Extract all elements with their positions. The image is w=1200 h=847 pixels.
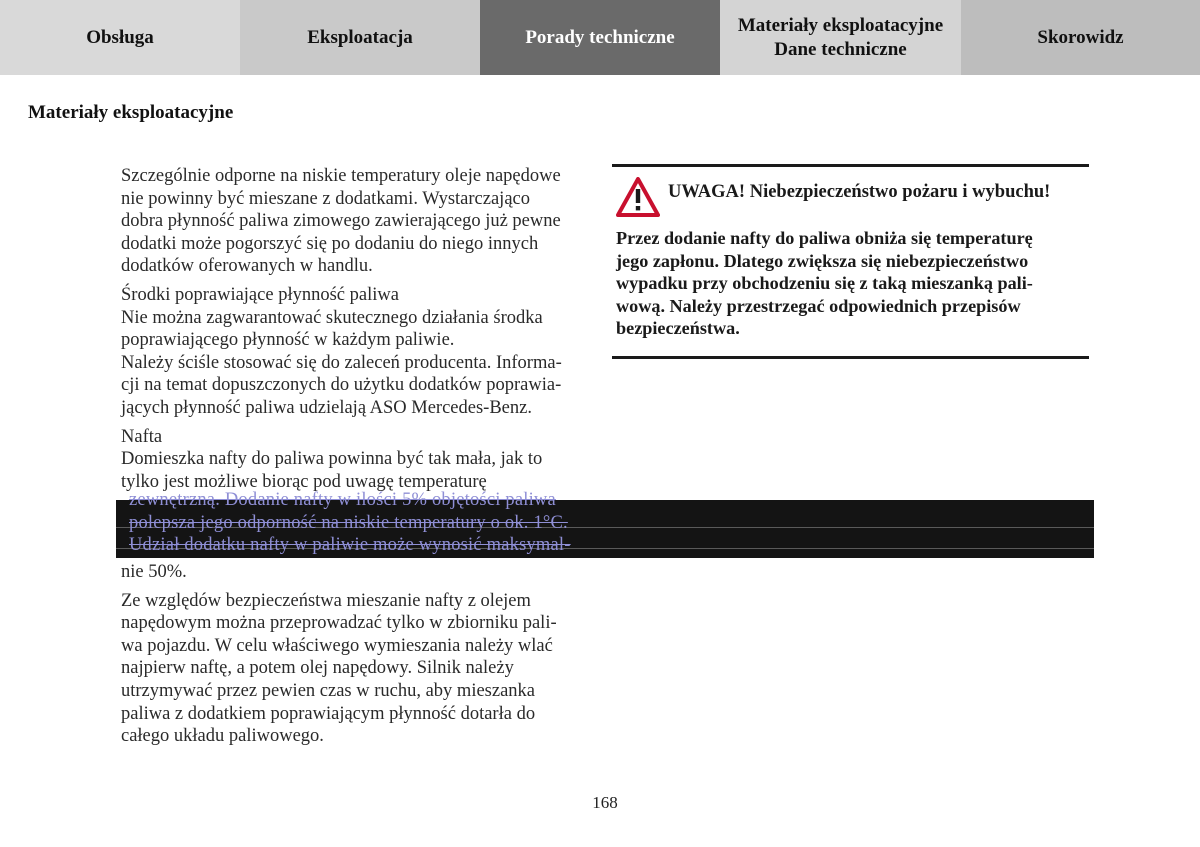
body-line: dodatków oferowanych w handlu.: [121, 256, 373, 277]
tab-eksploatacja[interactable]: [240, 0, 480, 75]
body-line: Domieszka nafty do paliwa powinna być tak mała, jak to: [121, 449, 543, 470]
warning-line: Przez dodanie nafty do paliwa obniża się temperaturę: [616, 228, 1033, 248]
body-line: dodatki może pogorszyć się po dodaniu do niego innych: [121, 233, 539, 254]
band-line: polepsza jego odporność na niskie temperatury o ok. 1°C.: [129, 512, 568, 533]
body-line: dobra płynność paliwa zimowego zawierającego już pewne: [121, 211, 561, 232]
page-number: 168: [592, 793, 618, 812]
body-line: Należy ściśle stosować się do zaleceń producenta. Informa-: [121, 352, 562, 373]
tab-label-line-2: Dane techniczne: [774, 38, 907, 60]
band-line: Udział dodatku nafty w paliwie może wynosić maksymal-: [129, 535, 571, 556]
tab-skorowidz[interactable]: [961, 0, 1200, 75]
tab-label: Skorowidz: [1037, 26, 1124, 48]
body-line: całego układu paliwowego.: [121, 726, 324, 747]
warning-line: wypadku przy obchodzeniu się z taką mieszanką pali-: [616, 273, 1033, 293]
body-line: Nie można zagwarantować skutecznego działania środka: [121, 307, 543, 328]
tab-porady-techniczne[interactable]: [480, 0, 720, 75]
body-line: napędowym można przeprowadzać tylko w zbiorniku pali-: [121, 613, 557, 634]
body-line: nie 50%.: [121, 562, 187, 583]
section-title: Materiały eksploatacyjne: [28, 102, 234, 123]
tab-label: Eksploatacja: [307, 26, 413, 48]
warning-triangle-icon: [616, 177, 660, 217]
body-line: wa pojazdu. W celu właściwego wymieszania należy wlać: [121, 635, 553, 656]
band-text: [129, 489, 589, 557]
band-line: zewnętrzną. Dodanie nafty w ilości 5% objętości paliwa: [129, 490, 556, 510]
body-line: paliwa z dodatkiem poprawiającym płynność dotarła do: [121, 703, 536, 724]
warning-title: UWAGA! Niebezpieczeństwo pożaru i wybuchu!: [668, 182, 1051, 202]
tab-label: Obsługa: [86, 26, 154, 48]
tab-label-line-1: Materiały eksploatacyjne: [737, 14, 944, 36]
body-text: [121, 165, 591, 748]
body-line: Ze względów bezpieczeństwa mieszanie nafty z olejem: [121, 590, 531, 611]
body-line: poprawiającego płynność w każdym paliwie.: [121, 330, 455, 351]
body-line: Szczególnie odporne na niskie temperatury oleje napędowe: [121, 166, 561, 186]
warning-box: [612, 164, 1089, 359]
body-line: najpierw naftę, a potem olej napędowy. Silnik należy: [121, 658, 514, 679]
subheading-nafta: Nafta: [121, 426, 163, 447]
body-line: jących płynność paliwa udzielają ASO Mercedes-Benz.: [121, 397, 532, 418]
tab-label: Porady techniczne: [525, 26, 675, 48]
top-navigation: [0, 0, 1200, 75]
warning-line: wową. Należy przestrzegać odpowiednich przepisów: [616, 295, 1021, 316]
warning-text: [616, 227, 1086, 340]
warning-line: bezpieczeństwa.: [616, 318, 740, 338]
tab-obsluga[interactable]: [0, 0, 240, 75]
warning-line: jego zapłonu. Dlatego zwiększa się niebezpieczeństwo: [616, 250, 1029, 271]
body-line: tylko jest możliwe biorąc pod uwagę temperaturę: [121, 471, 487, 492]
body-line: utrzymywać przez pewien czas w ruchu, aby mieszanka: [121, 681, 536, 702]
tab-materialy-dane[interactable]: [720, 0, 961, 75]
body-line: nie powinny być mieszane z dodatkami. Wystarczająco: [121, 188, 530, 209]
body-line: cji na temat dopuszczonych do użytku dodatków poprawia-: [121, 375, 562, 396]
subheading-srodki: Środki poprawiające płynność paliwa: [121, 284, 399, 305]
